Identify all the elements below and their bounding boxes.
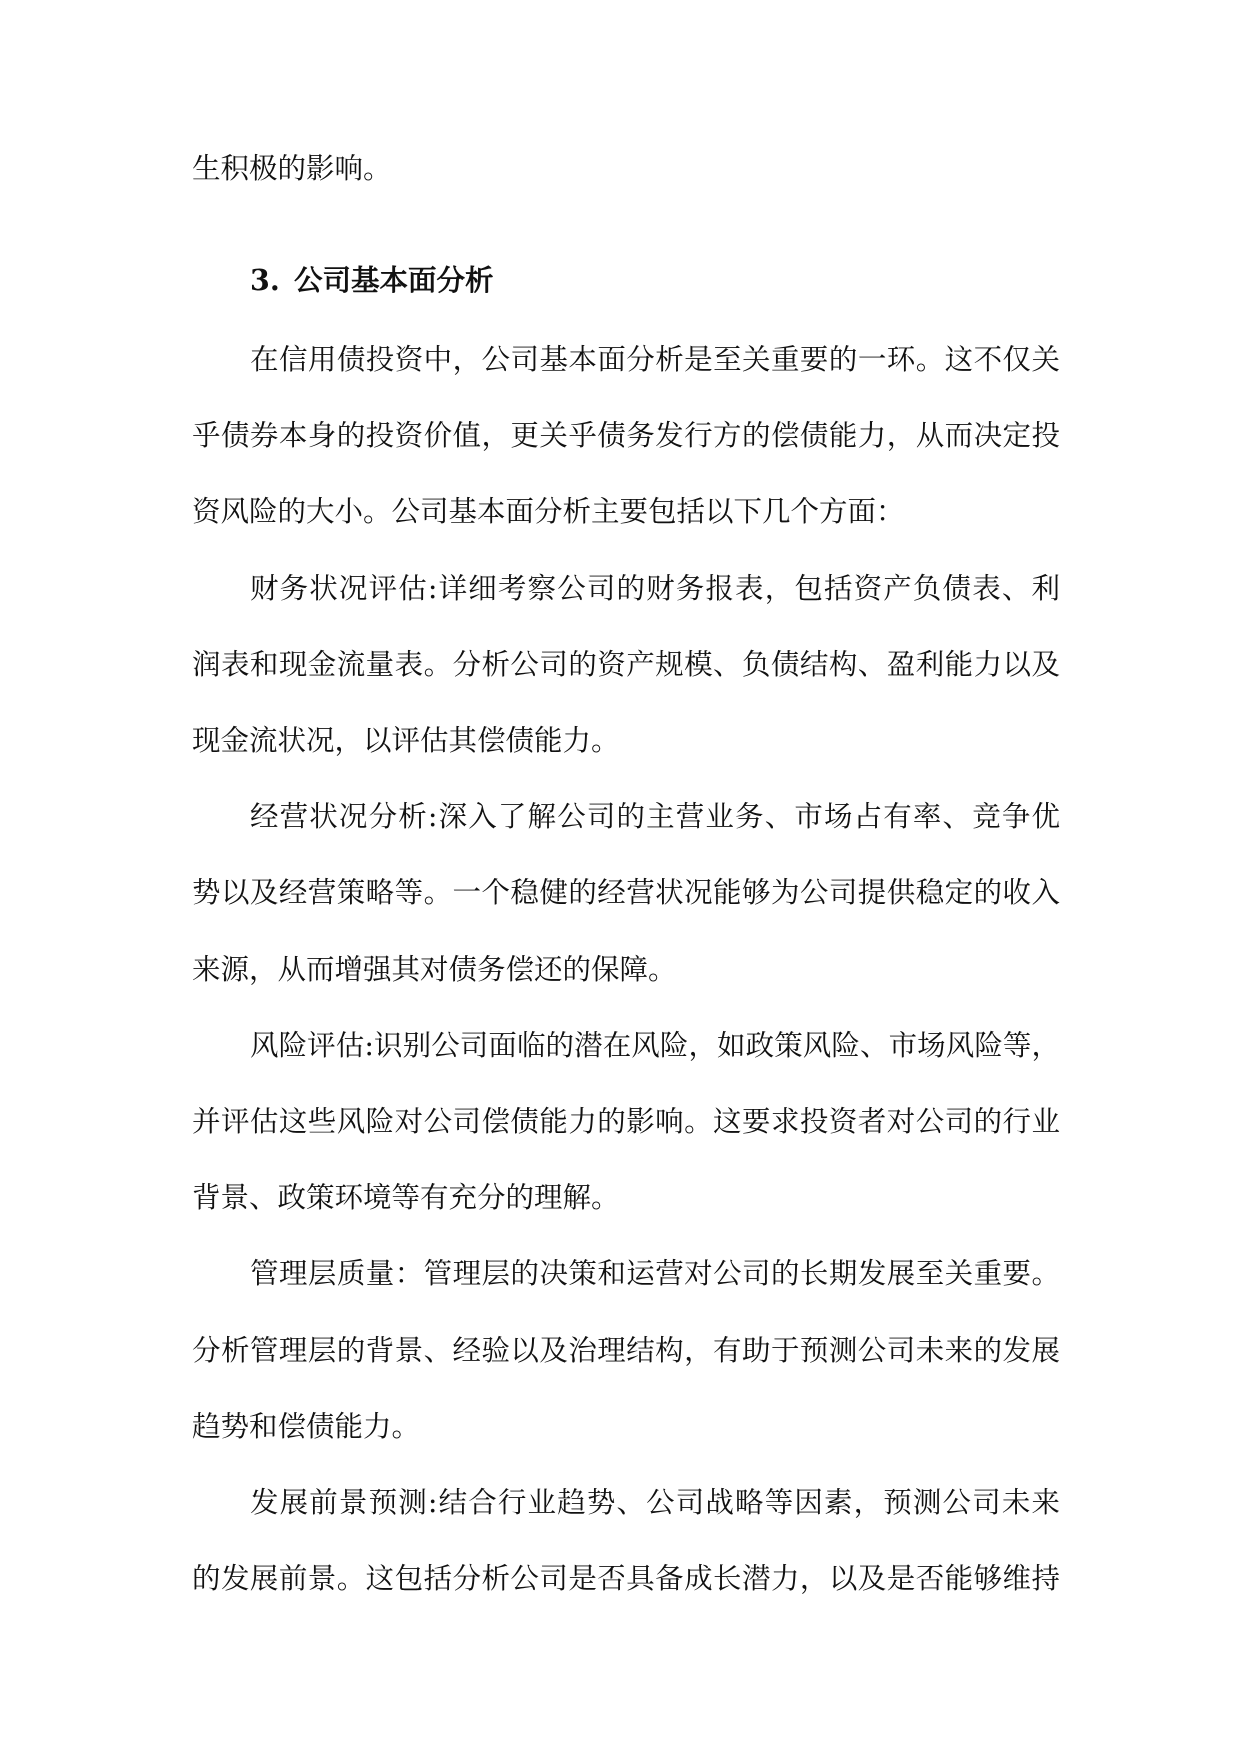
- paragraph-line: 并评估这些风险对公司偿债能力的影响。这要求投资者对公司的行业: [192, 1105, 1060, 1138]
- paragraph-line: 现金流状况，以评估其偿债能力。: [192, 724, 620, 757]
- paragraph-line: 发展前景预测:结合行业趋势、公司战略等因素，预测公司未来: [250, 1486, 1060, 1519]
- paragraph-line: 经营状况分析:深入了解公司的主营业务、市场占有率、竞争优: [250, 800, 1060, 833]
- paragraph-line: 分析管理层的背景、经验以及治理结构，有助于预测公司未来的发展: [192, 1334, 1060, 1367]
- paragraph-line: 的发展前景。这包括分析公司是否具备成长潜力，以及是否能够维持: [192, 1562, 1060, 1595]
- section-title: 公司基本面分析: [294, 263, 494, 297]
- paragraph-line: 在信用债投资中，公司基本面分析是至关重要的一环。这不仅关: [250, 343, 1060, 376]
- paragraph-line: 风险评估:识别公司面临的潜在风险，如政策风险、市场风险等，: [250, 1029, 1060, 1062]
- section-heading: [250, 262, 494, 298]
- paragraph-line: 润表和现金流量表。分析公司的资产规模、负债结构、盈利能力以及: [192, 648, 1060, 681]
- paragraph-line: 资风险的大小。公司基本面分析主要包括以下几个方面：: [192, 495, 905, 528]
- section-number: 3.: [250, 263, 280, 297]
- paragraph-line: 势以及经营策略等。一个稳健的经营状况能够为公司提供稳定的收入: [192, 876, 1060, 909]
- paragraph-line: 管理层质量：管理层的决策和运营对公司的长期发展至关重要。: [250, 1257, 1060, 1290]
- paragraph-line: 趋势和偿债能力。: [192, 1410, 421, 1443]
- paragraph-line: 乎债券本身的投资价值，更关乎债务发行方的偿债能力，从而决定投: [192, 419, 1060, 452]
- paragraph-line: 来源，从而增强其对债务偿还的保障。: [192, 953, 677, 986]
- continuation-line: 生积极的影响。: [192, 152, 392, 185]
- paragraph-line: 财务状况评估:详细考察公司的财务报表，包括资产负债表、利: [250, 572, 1060, 605]
- paragraph-line: 背景、政策环境等有充分的理解。: [192, 1181, 620, 1214]
